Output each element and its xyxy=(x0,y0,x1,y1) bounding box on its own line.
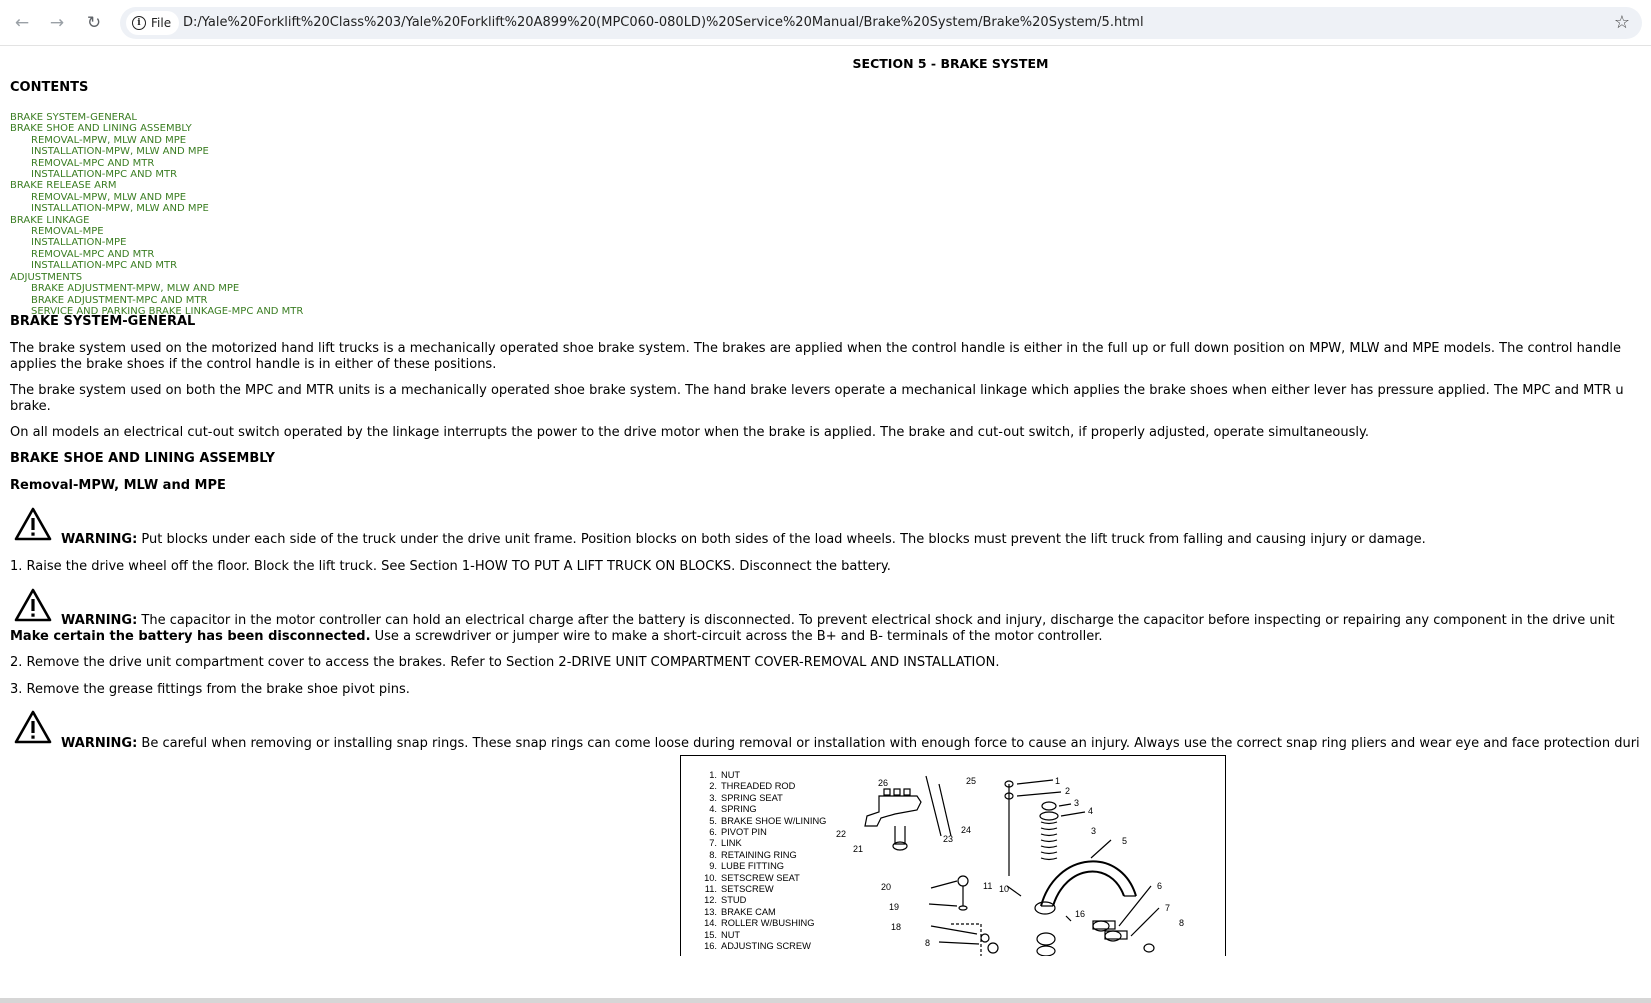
legend-number: 9. xyxy=(709,861,717,872)
general-heading: BRAKE SYSTEM-GENERAL xyxy=(10,314,196,329)
legend-number: 4. xyxy=(709,804,717,815)
legend-number: 5. xyxy=(709,815,717,826)
legend-label: SETSCREW xyxy=(721,884,774,895)
callout-label: 25 xyxy=(966,776,977,786)
callout-label: 11 xyxy=(983,881,993,891)
reload-icon[interactable]: ↻ xyxy=(86,13,102,33)
callout-label: 7 xyxy=(1165,903,1171,913)
site-info-chip[interactable] xyxy=(126,11,179,35)
step-1: 1. Raise the drive wheel off the floor. Block the lift truck. See Section 1-HOW TO PUT A LIFT TRUCK ON BLOCKS. Disconnect the battery. xyxy=(10,559,891,574)
toc-sublink[interactable]: REMOVAL-MPW, MLW AND MPE xyxy=(31,191,187,203)
callout-label: 18 xyxy=(891,922,902,932)
callout-label: 3 xyxy=(1091,826,1097,836)
step-2: 2. Remove the drive unit compartment cover to access the brakes. Refer to Section 2-DRIVE UNIT COMPARTMENT COVER-REMOVAL AND INSTALLATION. xyxy=(10,655,1000,670)
warning-1 xyxy=(61,532,1426,548)
callout-label: 10 xyxy=(999,884,1010,894)
section-title: SECTION 5 - BRAKE SYSTEM xyxy=(852,56,1049,71)
legend-label: SETSCREW SEAT xyxy=(721,872,800,883)
legend-number: 10. xyxy=(704,872,717,883)
step-3: 3. Remove the grease fittings from the brake shoe pivot pins. xyxy=(10,682,410,697)
legend-label: PIVOT PIN xyxy=(721,827,767,838)
warning-triangle-icon xyxy=(14,710,52,744)
general-paragraph-1-line-1: The brake system used on the motorized hand lift trucks is a mechanically operated shoe brake system. The brakes are applied when the control handle is either in the full up or full down position on MPW, MLW and MPE models. The control handle xyxy=(10,341,1621,356)
toc-sublink[interactable]: INSTALLATION-MPW, MLW AND MPE xyxy=(31,203,209,215)
toc-sublink[interactable]: REMOVAL-MPE xyxy=(31,226,104,238)
warning-triangle-icon xyxy=(14,507,52,541)
callout-label: 26 xyxy=(878,778,889,788)
callout-label: 20 xyxy=(881,882,892,892)
warning-2-continued xyxy=(10,629,1103,645)
legend-label: BRAKE SHOE W/LINING xyxy=(721,815,827,826)
legend-label: SPRING xyxy=(721,804,757,815)
toc-link[interactable]: ADJUSTMENTS xyxy=(10,271,83,283)
legend-number: 16. xyxy=(704,941,717,952)
warning-2-label: WARNING: xyxy=(61,613,138,628)
legend-label: RETAINING RING xyxy=(721,849,797,860)
callout-label: 5 xyxy=(1122,836,1128,846)
callout-label: 22 xyxy=(836,829,847,839)
shoe-lining-heading: BRAKE SHOE AND LINING ASSEMBLY xyxy=(10,451,275,466)
url-text[interactable]: D:/Yale%20Forklift%20Class%203/Yale%20Forklift%20A899%20(MPC060-080LD)%20Service%20Manual/Brake%20System/Brake%20System/5.html xyxy=(183,15,1144,30)
general-paragraph-1-line-2: applies the brake shoes if the control handle is in either of these positions. xyxy=(10,356,497,372)
legend-number: 11. xyxy=(704,884,717,895)
legend-number: 1. xyxy=(709,770,717,780)
callout-label: 16 xyxy=(1075,909,1086,919)
warning-2-rest: Use a screwdriver or jumper wire to make a short-circuit across the B+ and B- terminals of the motor controller. xyxy=(370,629,1103,644)
toc-sublink[interactable]: REMOVAL-MPC AND MTR xyxy=(31,248,155,260)
legend-number: 7. xyxy=(709,838,717,849)
removal-heading: Removal-MPW, MLW and MPE xyxy=(10,478,226,493)
general-paragraph-2 xyxy=(10,383,1624,414)
legend-label: SPRING SEAT xyxy=(721,792,783,803)
general-paragraph-2-line-1: The brake system used on both the MPC and MTR units is a mechanically operated shoe brake system. The hand brake levers operate a mechanical linkage which applies the brake shoes when either lever has pressure applied. The MPC and MTR u xyxy=(10,383,1624,398)
callout-label: 3 xyxy=(1074,798,1080,808)
legend-label: STUD xyxy=(721,895,747,906)
callout-label: 19 xyxy=(889,902,900,912)
legend-label: BRAKE CAM xyxy=(721,906,776,917)
legend-label: THREADED ROD xyxy=(721,781,796,792)
figure-callouts xyxy=(836,776,1184,948)
legend-label: NUT xyxy=(721,929,741,940)
brake-assembly-figure xyxy=(680,755,1226,956)
callout-label: 23 xyxy=(943,834,954,844)
toc-link[interactable]: BRAKE SHOE AND LINING ASSEMBLY xyxy=(10,123,192,135)
callout-label: 24 xyxy=(961,825,972,835)
legend-label: ADJUSTING SCREW xyxy=(721,941,811,952)
toc-sublink[interactable]: INSTALLATION-MPE xyxy=(31,237,127,249)
toc-link[interactable]: BRAKE SYSTEM-GENERAL xyxy=(10,112,137,123)
browser-toolbar xyxy=(0,0,1651,46)
toc-link[interactable]: BRAKE LINKAGE xyxy=(10,214,90,226)
warning-triangle-icon xyxy=(14,588,52,622)
legend-number: 3. xyxy=(709,792,717,803)
forward-arrow-icon[interactable]: → xyxy=(49,13,65,33)
legend-number: 12. xyxy=(704,895,717,906)
warning-3-text: Be careful when removing or installing snap rings. These snap rings can come loose during removal or installation with enough force to cause an injury. Always use the correct snap ring pliers and wear eye and face protection duri xyxy=(137,736,1640,751)
toc-sublink[interactable]: BRAKE ADJUSTMENT-MPC AND MTR xyxy=(31,294,208,306)
toc-sublink[interactable]: INSTALLATION-MPC AND MTR xyxy=(31,169,178,181)
bookmark-star-icon[interactable]: ☆ xyxy=(1613,12,1630,33)
toc-sublink[interactable]: BRAKE ADJUSTMENT-MPW, MLW AND MPE xyxy=(31,283,240,295)
callout-label: 2 xyxy=(1065,786,1071,796)
exploded-view-drawing xyxy=(681,756,1225,956)
warning-3-label: WARNING: xyxy=(61,736,138,751)
legend-label: LINK xyxy=(721,838,742,849)
general-paragraph-3: On all models an electrical cut-out switch operated by the linkage interrupts the power to the drive motor when the brake is applied. The brake and cut-out switch, if properly adjusted, operate simultaneously. xyxy=(10,425,1369,440)
legend-number: 14. xyxy=(704,918,717,929)
callout-label: 6 xyxy=(1157,881,1163,891)
legend-label: NUT xyxy=(721,770,741,780)
warning-2 xyxy=(61,613,1615,629)
table-of-contents xyxy=(10,112,303,317)
warning-1-label: WARNING: xyxy=(61,532,138,547)
toc-sublink[interactable]: INSTALLATION-MPC AND MTR xyxy=(31,260,178,272)
toc-sublink[interactable]: REMOVAL-MPC AND MTR xyxy=(31,157,155,169)
callout-label: 8 xyxy=(1179,918,1185,928)
legend-number: 6. xyxy=(709,827,717,838)
toc-sublink[interactable]: INSTALLATION-MPW, MLW AND MPE xyxy=(31,146,209,158)
general-paragraph-2-line-2: brake. xyxy=(10,398,51,414)
legend-label: LUBE FITTING xyxy=(721,861,785,872)
address-bar[interactable] xyxy=(120,7,1642,39)
general-paragraph-1 xyxy=(10,341,1621,372)
legend-number: 15. xyxy=(704,929,717,940)
contents-heading: CONTENTS xyxy=(10,80,89,95)
callout-label: 4 xyxy=(1088,806,1094,816)
callout-label: 8 xyxy=(925,938,931,948)
info-icon: i xyxy=(132,16,146,30)
legend-number: 8. xyxy=(709,849,717,860)
toc-link[interactable]: BRAKE RELEASE ARM xyxy=(10,180,117,192)
callout-label: 1 xyxy=(1055,776,1061,786)
warning-1-text: Put blocks under each side of the truck under the drive unit frame. Position blocks on both sides of the load wheels. The blocks must prevent the lift truck from falling and causing injury or damage. xyxy=(137,532,1426,547)
site-chip-label: File xyxy=(151,16,172,30)
toc-sublink[interactable]: REMOVAL-MPW, MLW AND MPE xyxy=(31,134,187,146)
warning-2-text: The capacitor in the motor controller can hold an electrical charge after the battery is disconnected. To prevent electrical shock and injury, discharge the capacitor before inspecting or repairing any component in the drive unit xyxy=(137,613,1615,628)
horizontal-scrollbar[interactable] xyxy=(0,998,1651,1003)
legend-label: ROLLER W/BUSHING xyxy=(721,918,815,929)
back-arrow-icon[interactable]: ← xyxy=(14,13,30,33)
toc-sublink[interactable]: SERVICE AND PARKING BRAKE LINKAGE-MPC AND MTR xyxy=(31,305,304,317)
legend-number: 2. xyxy=(709,781,717,792)
warning-3 xyxy=(61,736,1640,752)
callout-label: 21 xyxy=(853,844,864,854)
legend-number: 13. xyxy=(704,906,717,917)
warning-2-bold-text: Make certain the battery has been disconnected. xyxy=(10,629,371,644)
